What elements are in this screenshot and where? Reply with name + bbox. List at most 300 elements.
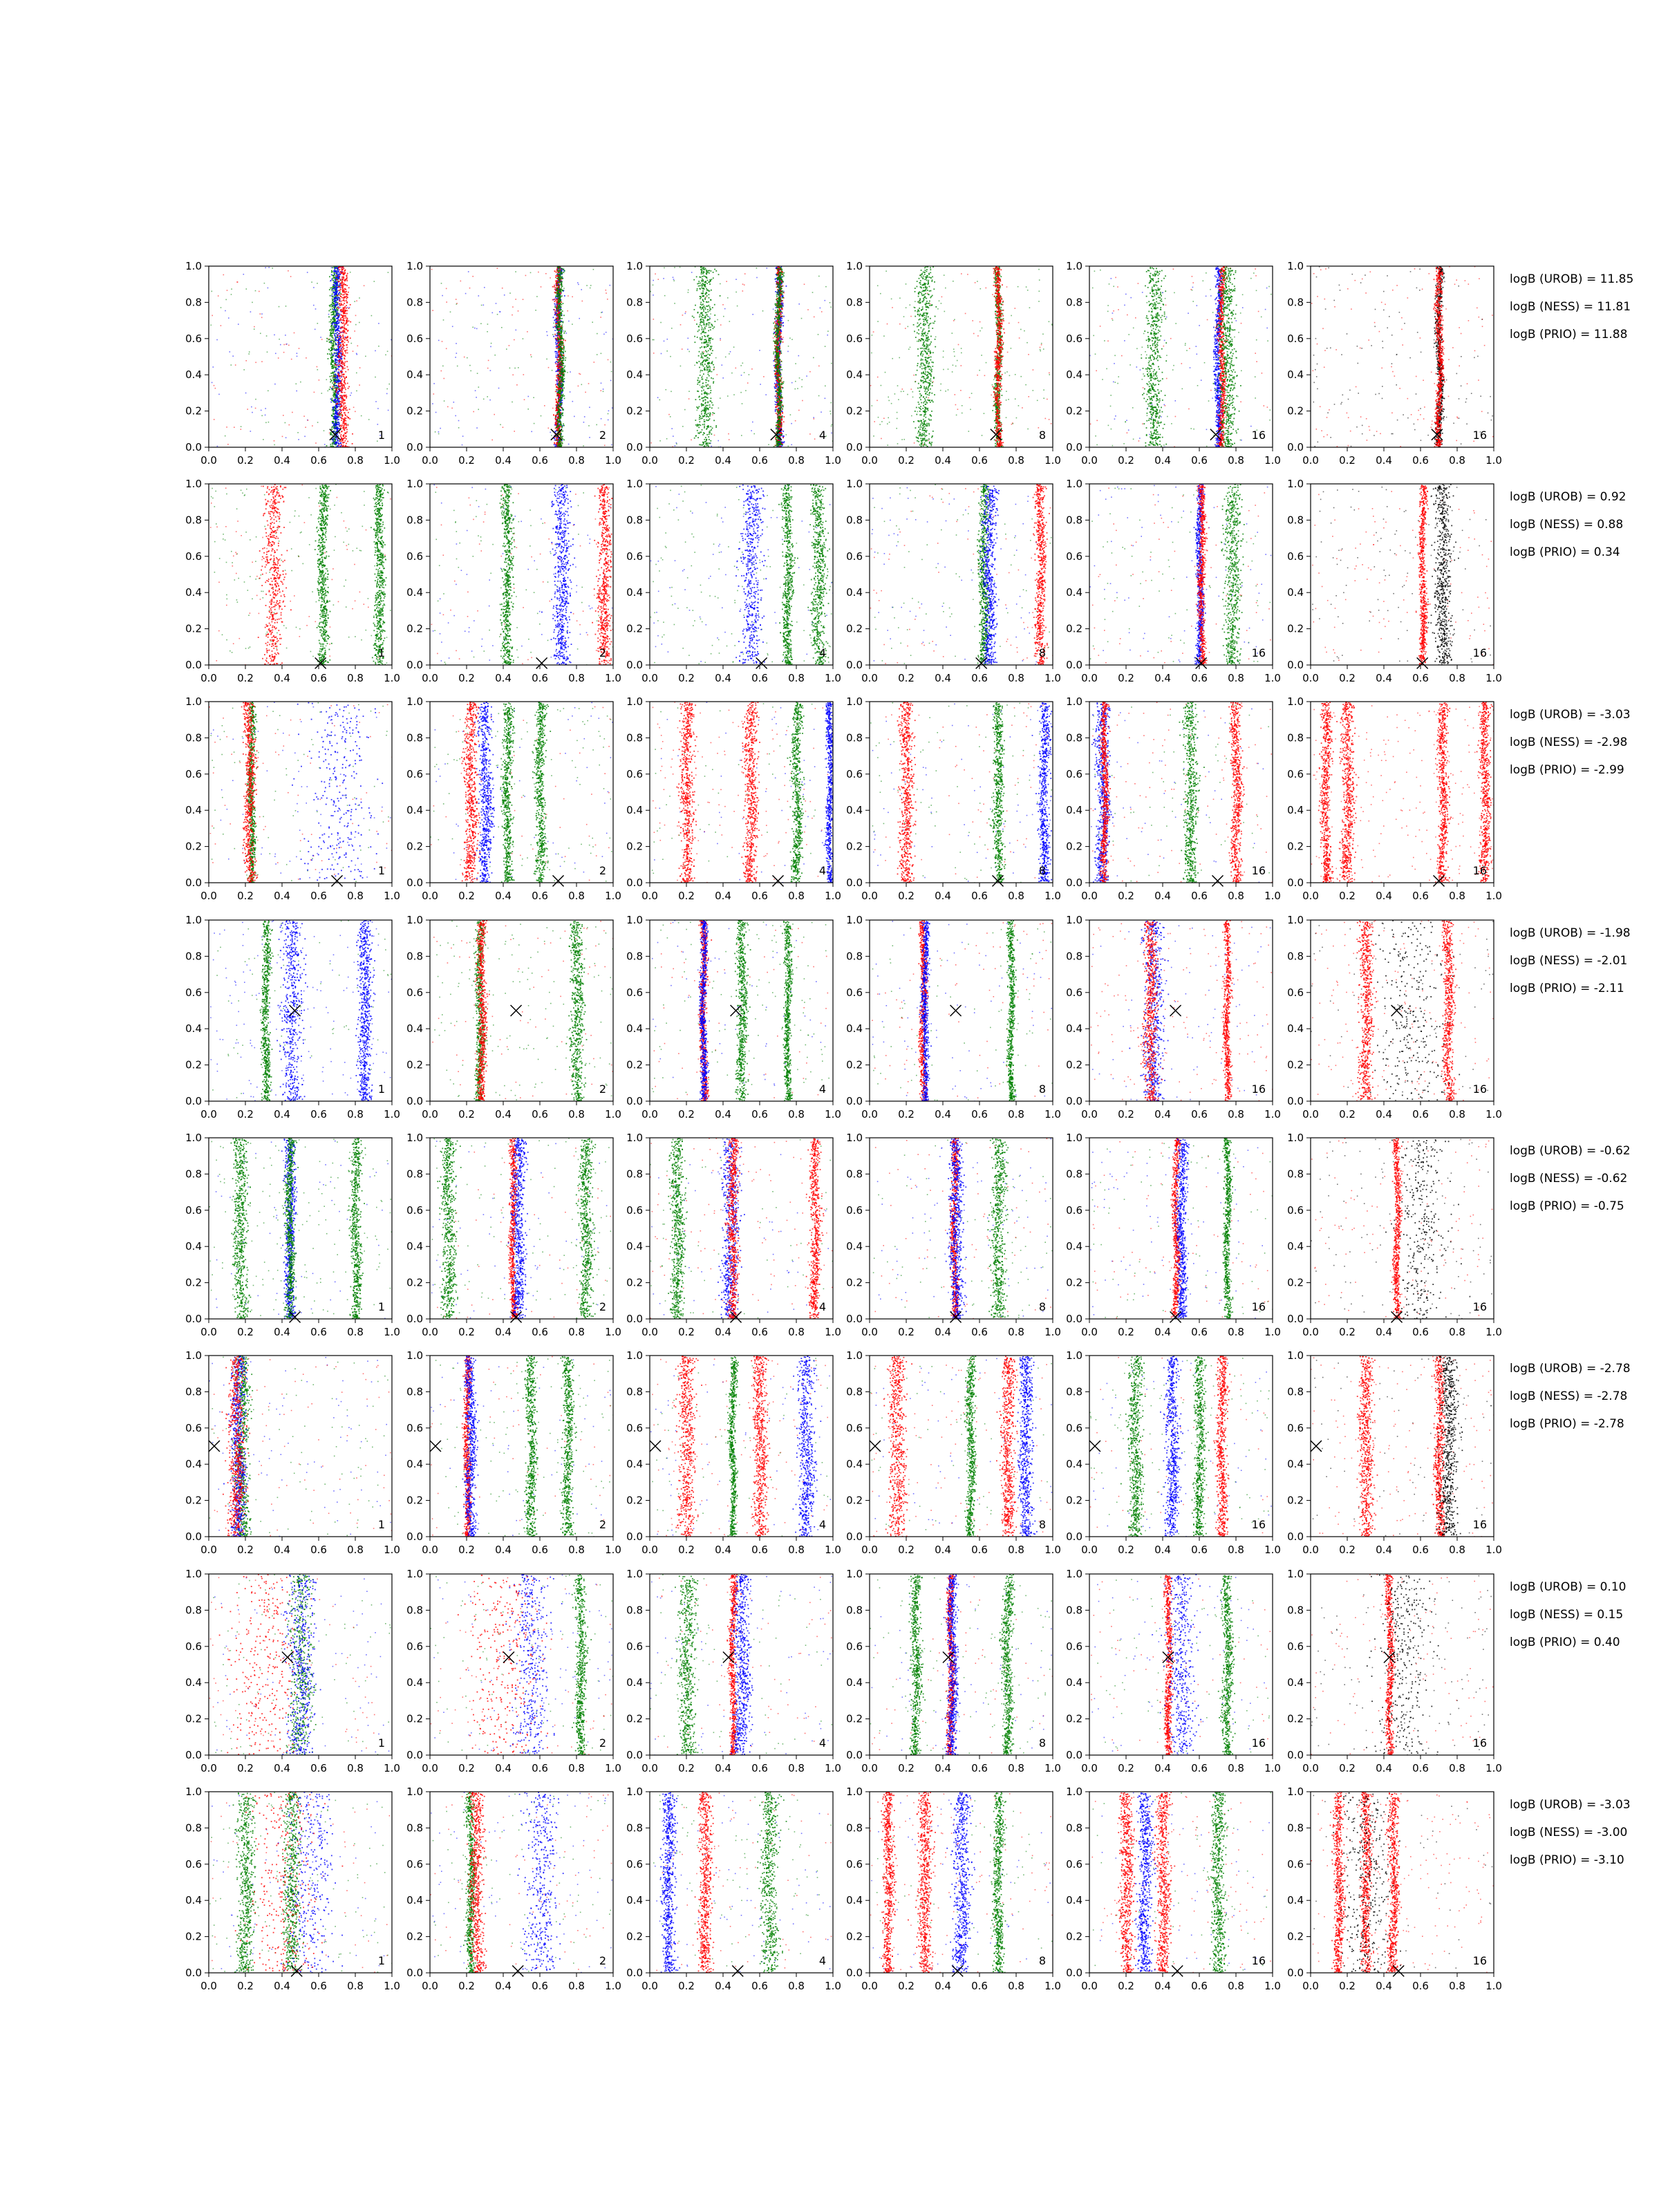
scatter-point <box>664 295 666 297</box>
scatter-point <box>364 285 365 287</box>
scatter-point <box>555 296 556 297</box>
scatter-point <box>554 440 556 441</box>
scatter-point <box>235 364 236 366</box>
scatter-point <box>652 339 653 341</box>
scatter-point <box>387 351 388 353</box>
scatter-point <box>335 422 337 424</box>
scatter-point <box>335 353 337 354</box>
scatter-point <box>223 274 225 276</box>
scatter-point <box>335 410 336 411</box>
scatter-point <box>338 350 339 352</box>
scatter-point <box>460 281 462 282</box>
scatter-point <box>802 379 803 381</box>
scatter-point <box>333 360 335 362</box>
scatter-point <box>243 369 245 371</box>
scatter-point <box>324 444 326 445</box>
scatter-point <box>801 318 803 319</box>
scatter-point <box>274 384 276 385</box>
scatter-point <box>332 310 334 312</box>
scatter-point <box>332 435 333 436</box>
scatter-point <box>557 377 559 379</box>
scatter-point <box>557 371 559 372</box>
scatter-point <box>559 349 561 350</box>
scatter-point <box>339 364 341 366</box>
scatter-point <box>720 324 722 326</box>
scatter-point <box>557 320 559 321</box>
scatter-point <box>559 355 561 356</box>
scatter-point <box>562 375 563 376</box>
scatter-point <box>282 436 283 438</box>
scatter-point <box>497 268 498 269</box>
scatter-point <box>556 389 557 391</box>
scatter-point <box>559 351 560 353</box>
scatter-point <box>347 307 348 308</box>
scatter-point <box>561 321 562 322</box>
scatter-point <box>581 289 582 290</box>
scatter-point <box>725 357 727 358</box>
scatter-point <box>216 339 218 341</box>
scatter-point <box>337 364 339 365</box>
scatter-point <box>494 355 496 356</box>
scatter-point <box>336 375 337 376</box>
scatter-point <box>341 279 343 280</box>
scatter-point <box>561 358 562 359</box>
scatter-point <box>752 422 753 423</box>
scatter-point <box>797 388 798 389</box>
scatter-point <box>562 431 563 432</box>
scatter-point <box>774 365 775 366</box>
scatter-point <box>561 332 562 333</box>
scatter-point <box>570 371 571 373</box>
scatter-point <box>333 327 335 328</box>
scatter-point <box>332 413 334 415</box>
scatter-point <box>344 421 345 422</box>
scatter-point <box>825 398 826 400</box>
scatter-point <box>357 354 358 355</box>
scatter-point <box>545 273 547 274</box>
scatter-point <box>342 288 344 290</box>
scatter-point <box>773 337 774 339</box>
scatter-point <box>285 306 287 307</box>
scatter-point <box>667 339 668 340</box>
scatter-point <box>586 285 588 286</box>
scatter-point <box>341 284 342 285</box>
x-tick-label: 0.8 <box>347 454 364 467</box>
scatter-point <box>559 329 560 330</box>
scatter-point <box>563 384 564 385</box>
scatter-point <box>346 305 347 306</box>
scatter-point <box>248 353 250 355</box>
scatter-point <box>336 385 337 386</box>
scatter-point <box>554 299 556 300</box>
scatter-point <box>346 321 348 322</box>
scatter-point <box>344 309 346 310</box>
scatter-point <box>245 360 247 362</box>
scatter-point <box>558 268 559 270</box>
scatter-point <box>562 438 563 440</box>
scatter-point <box>341 322 343 324</box>
scatter-point <box>345 371 346 373</box>
scatter-point <box>335 418 337 420</box>
scatter-point <box>556 382 558 383</box>
scatter-point <box>559 294 560 296</box>
scatter-point <box>332 366 333 367</box>
scatter-point <box>782 337 784 339</box>
scatter-point <box>214 385 215 386</box>
scatter-point <box>339 432 341 433</box>
scatter-point <box>334 401 335 402</box>
scatter-point <box>722 304 724 306</box>
scatter-point <box>334 388 335 389</box>
scatter-point <box>330 379 332 380</box>
scatter-point <box>671 328 673 329</box>
scatter-point <box>559 406 561 407</box>
scatter-point <box>377 408 379 409</box>
scatter-point <box>740 392 742 393</box>
scatter-point <box>557 417 559 418</box>
scatter-point <box>559 383 561 384</box>
scatter-point <box>346 285 348 286</box>
scatter-point <box>288 270 289 272</box>
scatter-point <box>346 377 347 378</box>
scatter-point <box>337 308 338 310</box>
scatter-point <box>563 356 565 357</box>
scatter-point <box>337 377 339 379</box>
scatter-point <box>600 317 601 318</box>
scatter-point <box>601 312 602 313</box>
scatter-point <box>341 336 342 337</box>
scatter-point <box>553 415 554 416</box>
scatter-point <box>801 386 803 388</box>
scatter-point <box>348 388 349 389</box>
scatter-point <box>231 294 232 295</box>
scatter-point <box>285 335 286 336</box>
scatter-point <box>782 323 783 324</box>
scatter-point <box>231 364 232 366</box>
scatter-point <box>338 369 339 371</box>
scatter-point <box>561 288 562 289</box>
scatter-point <box>555 300 556 301</box>
scatter-point <box>342 286 344 288</box>
scatter-point <box>341 310 343 312</box>
scatter-point <box>559 366 561 368</box>
scatter-point <box>568 295 569 297</box>
scatter-point <box>740 365 742 366</box>
scatter-point <box>335 412 337 413</box>
scatter-point <box>812 292 814 293</box>
scatter-point <box>346 409 347 411</box>
scatter-point <box>339 307 341 308</box>
scatter-point <box>676 443 677 444</box>
scatter-point <box>346 443 347 444</box>
scatter-point <box>476 427 478 429</box>
scatter-point <box>604 445 606 447</box>
scatter-point <box>339 411 340 413</box>
scatter-point <box>562 436 563 438</box>
scatter-point <box>516 384 518 386</box>
scatter-point <box>232 355 234 357</box>
scatter-point <box>304 436 306 438</box>
scatter-point <box>560 272 561 273</box>
scatter-point <box>559 287 560 288</box>
scatter-point <box>688 351 690 353</box>
scatter-point <box>344 272 346 274</box>
scatter-point <box>688 338 689 339</box>
scatter-point <box>332 346 334 347</box>
scatter-point <box>561 386 562 388</box>
scatter-point <box>343 408 344 409</box>
scatter-point <box>566 332 568 334</box>
scatter-point <box>343 435 344 437</box>
scatter-point <box>297 356 298 357</box>
scatter-point <box>341 375 342 377</box>
scatter-point <box>555 335 556 337</box>
scatter-point <box>340 401 341 402</box>
scatter-point <box>546 359 547 360</box>
scatter-point <box>684 409 686 411</box>
scatter-point <box>359 384 360 386</box>
scatter-point <box>335 289 337 290</box>
scatter-point <box>558 375 559 377</box>
scatter-point <box>553 327 554 328</box>
scatter-point <box>558 310 559 311</box>
scatter-point <box>331 328 332 329</box>
scatter-point <box>339 422 340 424</box>
scatter-point <box>562 377 563 378</box>
scatter-point <box>268 267 270 268</box>
scatter-point <box>791 423 792 424</box>
scatter-point <box>342 300 344 301</box>
scatter-point <box>340 338 341 339</box>
scatter-point <box>346 310 347 311</box>
scatter-point <box>564 295 565 297</box>
scatter-point <box>344 328 346 329</box>
scatter-point <box>345 440 346 442</box>
scatter-point <box>560 335 561 336</box>
scatter-point <box>435 412 437 413</box>
scatter-point <box>337 297 339 298</box>
scatter-point <box>259 291 260 292</box>
scatter-point <box>265 415 266 416</box>
scatter-point <box>343 404 344 406</box>
scatter-point <box>341 276 343 278</box>
scatter-point <box>334 376 335 377</box>
scatter-point <box>341 397 342 398</box>
scatter-point <box>331 348 332 349</box>
scatter-point <box>350 395 351 396</box>
scatter-point <box>559 274 561 276</box>
scatter-point <box>346 350 348 351</box>
scatter-point <box>745 390 747 391</box>
scatter-point <box>333 314 335 315</box>
scatter-point <box>338 294 339 295</box>
scatter-point <box>559 411 560 413</box>
scatter-point <box>601 418 602 420</box>
scatter-point <box>346 429 348 431</box>
scatter-point <box>320 337 321 338</box>
scatter-point <box>515 299 516 300</box>
scatter-point <box>356 373 357 374</box>
scatter-point <box>290 276 292 277</box>
scatter-point <box>331 375 332 377</box>
scatter-point <box>476 328 478 330</box>
scatter-point <box>261 361 263 362</box>
scatter-point <box>431 269 433 270</box>
scatter-point <box>350 321 351 323</box>
scatter-point <box>285 422 286 424</box>
scatter-point <box>329 388 330 390</box>
scatter-point <box>514 431 515 432</box>
scatter-point <box>345 324 346 325</box>
scatter-point <box>558 402 559 404</box>
scatter-point <box>344 281 346 282</box>
scatter-point <box>225 310 226 312</box>
scatter-point <box>561 433 562 434</box>
scatter-point <box>611 371 612 373</box>
scatter-point <box>556 345 558 346</box>
scatter-point <box>560 293 561 294</box>
scatter-point <box>335 350 336 351</box>
scatter-point <box>265 422 267 424</box>
scatter-point <box>438 340 440 341</box>
scatter-point <box>557 404 559 406</box>
scatter-point <box>342 269 344 270</box>
scatter-point <box>562 342 563 344</box>
scatter-point <box>557 419 559 420</box>
scatter-point <box>606 290 607 291</box>
panel-label: 1 <box>378 429 385 442</box>
scatter-point <box>556 386 557 387</box>
scatter-point <box>334 382 335 384</box>
scatter-point <box>561 313 562 315</box>
scatter-point <box>446 301 447 303</box>
scatter-point <box>336 366 337 368</box>
scatter-point <box>341 281 343 282</box>
scatter-point <box>553 336 554 337</box>
scatter-point <box>579 373 580 375</box>
scatter-point <box>594 362 595 363</box>
scatter-point <box>559 272 560 273</box>
scatter-point <box>567 310 568 312</box>
scatter-point <box>348 417 349 418</box>
scatter-point <box>341 434 342 435</box>
scatter-point <box>606 292 607 294</box>
scatter-point <box>483 399 485 400</box>
scatter-point <box>334 353 335 355</box>
scatter-point <box>556 285 557 287</box>
scatter-point <box>735 368 737 369</box>
scatter-point <box>268 391 269 392</box>
scatter-point <box>335 355 337 357</box>
scatter-point <box>503 427 504 428</box>
scatter-point <box>343 374 344 375</box>
scatter-point <box>789 337 791 339</box>
scatter-point <box>335 306 336 308</box>
scatter-point <box>268 288 269 289</box>
scatter-point <box>341 390 343 391</box>
scatter-point <box>559 312 560 313</box>
scatter-point <box>343 277 344 279</box>
scatter-point <box>339 388 341 390</box>
scatter-point <box>602 312 603 313</box>
scatter-point <box>359 322 360 324</box>
scatter-point <box>673 277 674 279</box>
scatter-point <box>682 426 684 427</box>
scatter-point <box>556 440 557 441</box>
scatter-point <box>330 335 331 337</box>
scatter-point <box>515 271 516 272</box>
scatter-point <box>718 440 719 442</box>
scatter-point <box>814 418 815 420</box>
scatter-point <box>455 415 456 417</box>
scatter-point <box>354 301 355 302</box>
scatter-point <box>330 288 331 289</box>
scatter-point <box>820 308 821 309</box>
scatter-point <box>338 379 339 380</box>
scatter-point <box>332 422 333 424</box>
scatter-point <box>759 350 760 351</box>
scatter-point <box>559 401 560 402</box>
scatter-point <box>670 356 671 357</box>
panel-r1-c2 <box>406 260 621 467</box>
scatter-point <box>352 443 353 444</box>
scatter-point <box>333 431 335 433</box>
scatter-point <box>344 392 346 393</box>
scatter-point <box>346 294 348 296</box>
scatter-point <box>341 379 343 380</box>
scatter-point <box>255 290 256 292</box>
scatter-point <box>709 317 711 318</box>
scatter-point <box>685 311 686 312</box>
scatter-point <box>490 370 491 371</box>
scatter-point <box>339 299 341 300</box>
scatter-point <box>560 444 561 445</box>
scatter-point <box>336 390 337 391</box>
scatter-point <box>346 297 348 298</box>
scatter-point <box>267 352 268 353</box>
scatter-point <box>560 389 561 391</box>
scatter-point <box>337 412 338 413</box>
scatter-point <box>564 378 565 379</box>
scatter-point <box>337 275 338 276</box>
scatter-point <box>561 295 563 297</box>
scatter-point <box>300 382 301 383</box>
scatter-point <box>338 419 339 420</box>
scatter-point <box>336 427 337 429</box>
scatter-point <box>346 432 347 433</box>
scatter-point <box>339 400 340 402</box>
scatter-point <box>563 321 564 323</box>
scatter-point <box>477 373 478 374</box>
scatter-point <box>321 393 323 394</box>
scatter-point <box>830 302 831 303</box>
scatter-point <box>555 312 556 314</box>
scatter-point <box>337 325 338 326</box>
scatter-point <box>336 382 337 384</box>
scatter-point <box>317 369 319 371</box>
scatter-point <box>720 397 721 399</box>
scatter-point <box>458 427 460 429</box>
scatter-point <box>337 354 338 355</box>
scatter-point <box>338 341 339 342</box>
scatter-point <box>666 438 668 440</box>
scatter-point <box>726 281 727 282</box>
scatter-point <box>337 409 338 411</box>
scatter-point <box>355 324 357 326</box>
scatter-point <box>354 330 355 332</box>
scatter-point <box>339 409 340 411</box>
scatter-point <box>342 335 344 336</box>
